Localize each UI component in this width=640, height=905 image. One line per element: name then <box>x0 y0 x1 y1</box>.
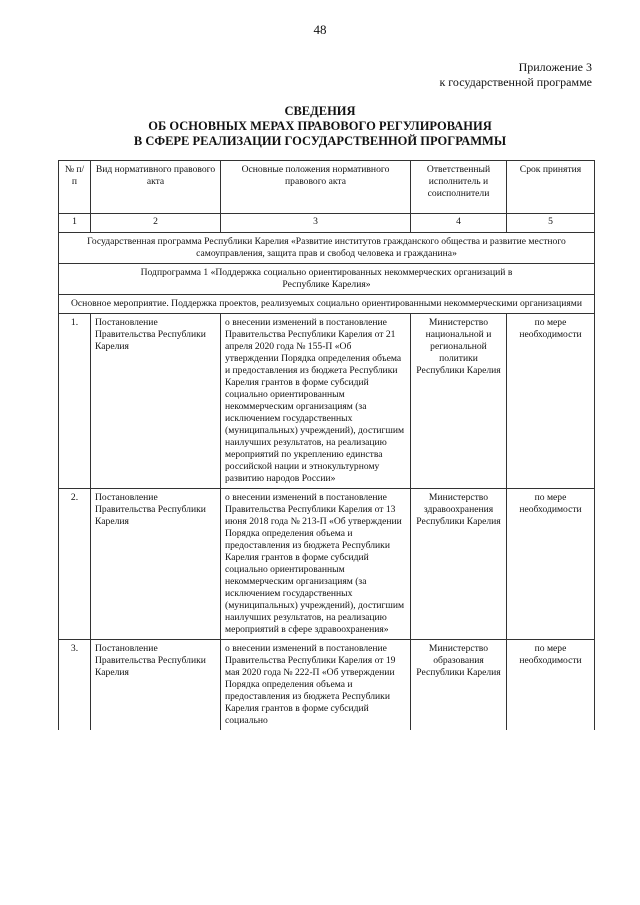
header-cell-deadline: Срок принятия <box>507 161 595 214</box>
appendix-note <box>439 60 592 90</box>
row-deadline: по мере необходимости <box>507 314 595 489</box>
document-title <box>0 104 640 149</box>
program-row <box>59 233 595 264</box>
column-number: 5 <box>507 214 595 233</box>
appendix-line: к государственной программе <box>439 75 592 89</box>
row-provisions: о внесении изменений в постановление Правительства Республики Карелия от 19 мая 2020 года № 222-П «Об утверждении Порядка определения объема и предоставления из бюджета Республики Карелия грантов в форме субсидий социально <box>221 640 411 731</box>
row-act-type: Постановление Правительства Республики Карелия <box>91 489 221 640</box>
row-number: 2. <box>59 489 91 640</box>
title-line: В СФЕРЕ РЕАЛИЗАЦИИ ГОСУДАРСТВЕННОЙ ПРОГРАММЫ <box>133 134 507 148</box>
main-activity-row <box>59 295 595 314</box>
subprogram-title: Подпрограмма 1 «Поддержка социально ориентированных некоммерческих организаций в Республике Карелия» <box>59 264 595 295</box>
column-number: 4 <box>411 214 507 233</box>
row-deadline: по мере необходимости <box>507 640 595 731</box>
column-number-row <box>59 214 595 233</box>
header-cell-executor: Ответственный исполнитель и соисполнители <box>411 161 507 214</box>
header-cell-act-type: Вид нормативного правового акта <box>91 161 221 214</box>
title-line: СВЕДЕНИЯ <box>284 104 356 118</box>
table-row <box>59 314 595 489</box>
header-cell-provisions: Основные положения нормативного правового акта <box>221 161 411 214</box>
main-activity-title: Основное мероприятие. Поддержка проектов, реализуемых социально ориентированными некоммерческими организациями <box>59 295 595 314</box>
table-row <box>59 640 595 731</box>
column-number: 2 <box>91 214 221 233</box>
column-number: 3 <box>221 214 411 233</box>
row-deadline: по мере необходимости <box>507 489 595 640</box>
table-row <box>59 489 595 640</box>
title-line: ОБ ОСНОВНЫХ МЕРАХ ПРАВОВОГО РЕГУЛИРОВАНИЯ <box>148 119 492 133</box>
column-number: 1 <box>59 214 91 233</box>
appendix-line: Приложение 3 <box>518 60 592 74</box>
subprogram-row <box>59 264 595 295</box>
row-provisions: о внесении изменений в постановление Правительства Республики Карелия от 21 апреля 2020 года № 155-П «Об утверждении Порядка определения объема и предоставления из бюджета Республики Карелия грантов в форме субсидий социально ориентированным некоммерческим организациям (за исключением государственных (муниципальных) учреждений), достигшим наилучших результатов, на реализацию мероприятий по укреплению единства российской нации и этнокультурному развитию народов России» <box>221 314 411 489</box>
header-cell-num: № п/п <box>59 161 91 214</box>
row-provisions: о внесении изменений в постановление Правительства Республики Карелия от 13 июня 2018 года № 213-П «Об утверждении Порядка определения объема и предоставления из бюджета Республики Карелия грантов в форме субсидий социально ориентированным некоммерческим организациям (за исключением государственных (муниципальных) учреждений), достигшим наилучших результатов, на реализацию мероприятий в сфере здравоохранения» <box>221 489 411 640</box>
row-number: 1. <box>59 314 91 489</box>
table-header-row <box>59 161 595 214</box>
row-executor: Министерство образования Республики Карелия <box>411 640 507 731</box>
row-act-type: Постановление Правительства Республики Карелия <box>91 314 221 489</box>
page-number: 48 <box>313 22 327 37</box>
row-act-type: Постановление Правительства Республики Карелия <box>91 640 221 731</box>
legal-measures-table <box>58 160 595 730</box>
row-number: 3. <box>59 640 91 731</box>
row-executor: Министерство здравоохранения Республики Карелия <box>411 489 507 640</box>
row-executor: Министерство национальной и региональной политики Республики Карелия <box>411 314 507 489</box>
program-title: Государственная программа Республики Карелия «Развитие институтов гражданского общества и развитие местного самоуправления, защита прав и свобод человека и гражданина» <box>59 233 595 264</box>
